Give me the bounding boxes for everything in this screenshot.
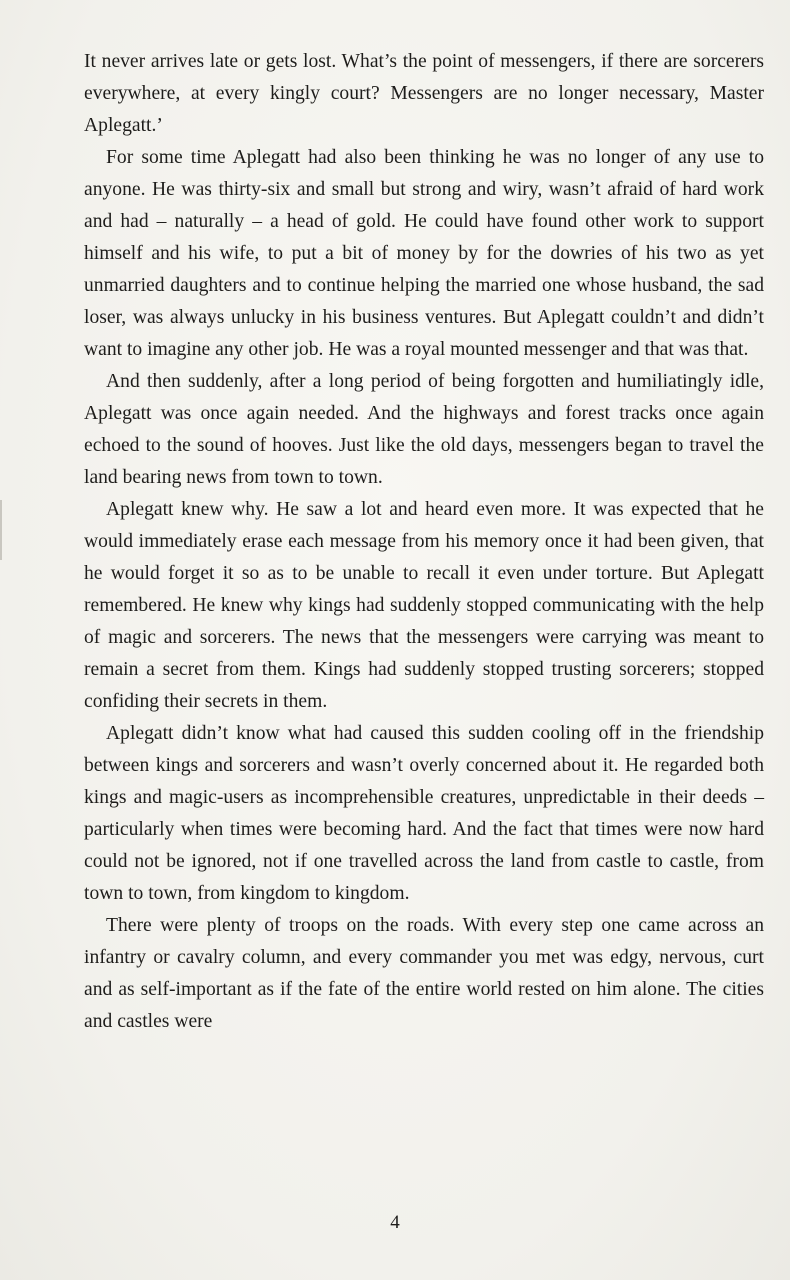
paragraph-continued: It never arrives late or gets lost. What’s the point of messengers, if there are sorcerers everywhere, at every kingly court? Messengers are no longer necessary, Master Aplegatt.’ [84,51,764,136]
page-number: 4 [390,1212,400,1233]
body-text [84,46,764,1038]
paragraph: For some time Aplegatt had also been thinking he was no longer of any use to anyone. He was thirty-six and small but strong and wiry, wasn’t afraid of hard work and had – naturally – a head of gold. He could have found other work to support himself and his wife, to put a bit of money by for the dowries of his two as yet unmarried daughters and to continue helping the married one whose husband, the sad loser, was always unlucky in his business ventures. But Aplegatt couldn’t and didn’t want to imagine any other job. He was a royal mounted messenger and that was that. [84,147,764,360]
paragraph: Aplegatt knew why. He saw a lot and heard even more. It was expected that he would immediately erase each message from his memory once it had been given, that he would forget it so as to be unable to recall it even under torture. But Aplegatt remembered. He knew why kings had suddenly stopped communicating with the help of magic and sorcerers. The news that the messengers were carrying was meant to remain a secret from them. Kings had suddenly stopped trusting sorcerers; stopped confiding their secrets in them. [84,499,764,712]
paragraph: And then suddenly, after a long period of being forgotten and humiliatingly idle, Aplegatt was once again needed. And the highways and forest tracks once again echoed to the sound of hooves. Just like the old days, messengers began to travel the land bearing news from town to town. [84,371,764,488]
paragraph: Aplegatt didn’t know what had caused this sudden cooling off in the friendship between kings and sorcerers and wasn’t overly concerned about it. He regarded both kings and magic-users as incomprehensible creatures, unpredictable in their deeds – particularly when times were becoming hard. And the fact that times were now hard could not be ignored, not if one travelled across the land from castle to castle, from town to town, from kingdom to kingdom. [84,723,764,904]
page-edge-shadow [0,500,2,560]
paragraph-last: There were plenty of troops on the roads. With every step one came across an infantry or cavalry column, and every commander you met was edgy, nervous, curt and as self-important as if the fate of the entire world rested on him alone. The cities and castles were [84,915,764,1032]
